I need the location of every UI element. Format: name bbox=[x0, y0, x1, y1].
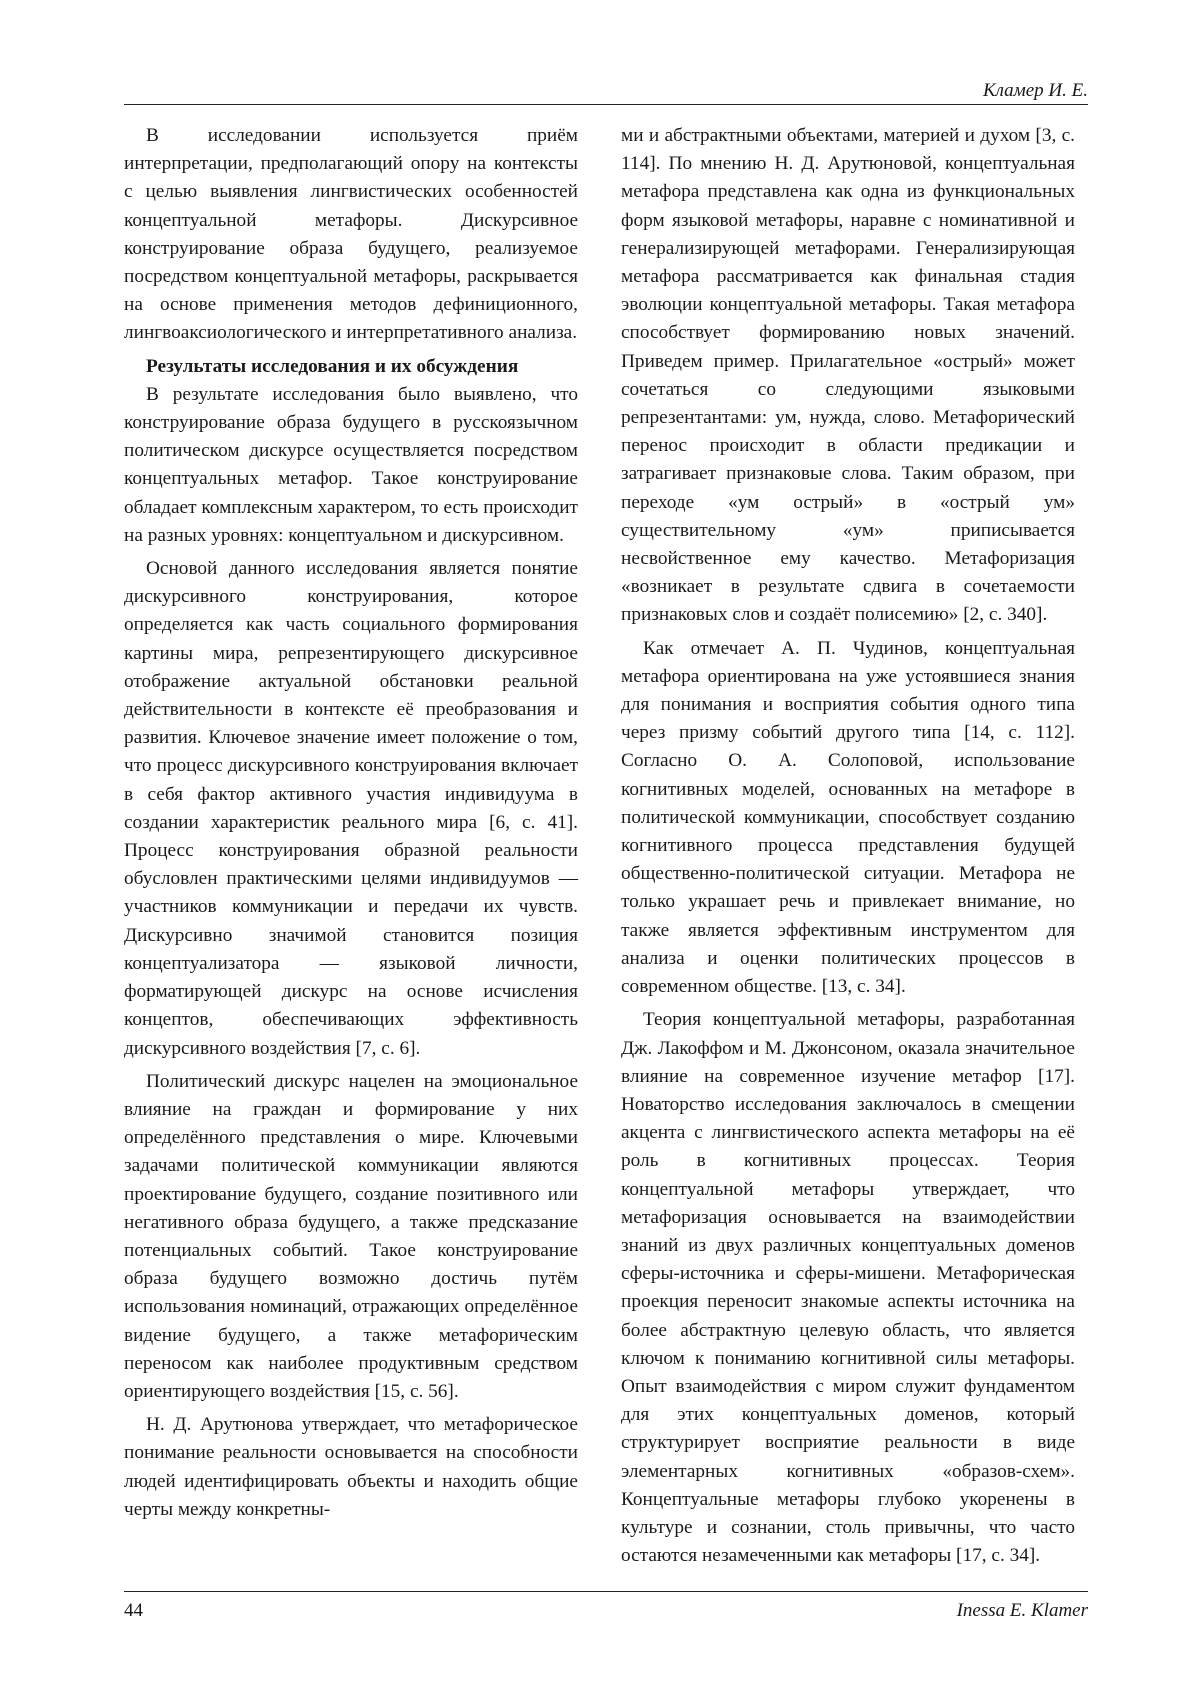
paragraph: В результате исследования было выявлено, что конструирование образа будущего в русскоязычном политическом дискурсе осуществляется посредством концептуальных метафор. Такое конструирование обладает комплексным характером, то есть происходит на разных уровнях: концептуальном и дискурсивном. bbox=[124, 383, 578, 546]
paragraph: Теория концептуальной метафоры, разработанная Дж. Лакоффом и М. Джонсоном, оказала значительное влияние на современное изучение метафор [17]. Новаторство исследования заключалось в смещении акцента с лингвистического аспекта метафоры на её роль в когнитивных процессах. Теория концептуальной метафоры утверждает, что метафоризация основывается на взаимодействии знаний из двух различных концептуальных доменов сферы-источника и сферы-мишени. Метафорическая проекция переносит знакомые аспекты источника на более абстрактную целевую область, что является ключом к пониманию когнитивной силы метафоры. Опыт взаимодействия с миром служит фундаментом для этих концептуальных доменов, который структурирует восприятие реальности в виде элементарных когнитивных «образов-схем». Концептуальные метафоры глубоко укоренены в культуре и сознании, столь привычны, что часто остаются незамеченными как метафоры [17, с. 34]. bbox=[621, 1009, 1075, 1567]
page-number: 44 bbox=[124, 1600, 143, 1621]
paragraph: ми и абстрактными объектами, материей и духом [3, с. 114]. По мнению Н. Д. Арутюновой, концептуальная метафора представлена как одна из функциональных форм языковой метафоры, наравне с номинативной и генерализирующей метафорами. Генерализирующая метафора рассматривается как финальная стадия эволюции концептуальной метафоры. Такая метафора способствует формированию новых значений. Приведем пример. Прилагательное «острый» может сочетаться со следующими языковыми репрезентантами: ум, нужда, слово. Метафорический перенос происходит в области предикации и затрагивает признаковые слова. Таким образом, при переходе «ум острый» в «острый ум» существительному «ум» приписывается несвойственное ему качество. Метафоризация «возникает в результате сдвига в сочетаемости признаковых слов и создаёт полисемию» [2, с. 340]. bbox=[621, 125, 1075, 626]
right-column bbox=[621, 122, 1075, 1575]
running-head-author: Кламер И. Е. bbox=[982, 80, 1088, 101]
running-foot-author: Inessa E. Klamer bbox=[956, 1600, 1088, 1621]
section-heading: Результаты исследования и их обсуждения bbox=[146, 355, 519, 377]
paragraph: В исследовании используется приём интерпретации, предполагающий опору на контексты с целью выявления лингвистических особенностей концептуальной метафоры. Дискурсивное конструирование образа будущего, реализуемое посредством концептуальной метафоры, раскрывается на основе применения методов дефиниционного, лингвоаксиологического и интерпретативного анализа. bbox=[124, 125, 578, 344]
paragraph: Основой данного исследования является понятие дискурсивного конструирования, которое определяется как часть социального формирования картины мира, репрезентирующего дискурсивное отображение актуальной обстановки реальной действительности в контексте её преобразования и развития. Ключевое значение имеет положение о том, что процесс дискурсивного конструирования включает в себя фактор активного участия индивидуума в создании характеристик реального мира [6, с. 41]. Процесс конструирования образной реальности обусловлен практическими целями индивидуумов — участников коммуникации и передачи их чувств. Дискурсивно значимой становится позиция концептуализатора — языковой личности, форматирующей дискурс на основе исчисления концептов, обеспечивающих эффективность дискурсивного воздействия [7, с. 6]. bbox=[124, 558, 578, 1059]
header-rule bbox=[124, 104, 1088, 105]
left-column bbox=[124, 122, 578, 1529]
paragraph: Как отмечает А. П. Чудинов, концептуальная метафора ориентирована на уже устоявшиеся знания для понимания и восприятия события одного типа через призму событий другого типа [14, с. 112]. Согласно О. А. Солоповой, использование когнитивных моделей, основанных на метафоре в политической коммуникации, способствует созданию когнитивного процесса представления будущей общественно-политической ситуации. Метафора не только украшает речь и привлекает внимание, но также является эффективным инструментом для анализа и оценки политических процессов в современном обществе. [13, с. 34]. bbox=[621, 637, 1075, 998]
footer-rule bbox=[124, 1591, 1088, 1592]
paragraph: Политический дискурс нацелен на эмоциональное влияние на граждан и формирование у них определённого представления о мире. Ключевыми задачами политической коммуникации являются проектирование будущего, создание позитивного или негативного образа будущего, а также предсказание потенциальных событий. Такое конструирование образа будущего возможно достичь путём использования номинаций, отражающих определённое видение будущего, а также метафорическим переносом как наиболее продуктивным средством ориентирующего воздействия [15, с. 56]. bbox=[124, 1070, 578, 1402]
paragraph: Н. Д. Арутюнова утверждает, что метафорическое понимание реальности основывается на способности людей идентифицировать объекты и находить общие черты между конкретны- bbox=[124, 1414, 578, 1520]
